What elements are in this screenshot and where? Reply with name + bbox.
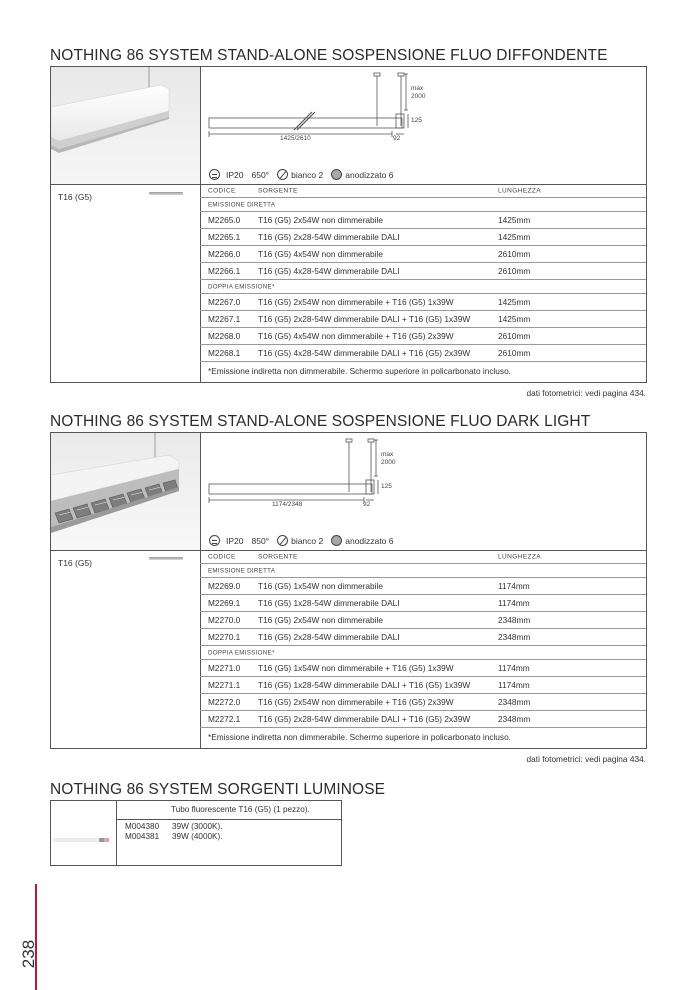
group-header [200,280,646,294]
group-label: DOPPIA EMISSIONE* [208,283,275,290]
cell-length: 2610mm [498,249,531,259]
group-label: EMISSIONE DIRETTA [208,201,276,208]
table-header [200,184,646,198]
cell-source: T16 (G5) 2x28-54W dimmerabile DALI + T16 (G5) 2x39W [258,714,471,724]
cell-length: 1425mm [498,232,531,242]
note-text: *Emissione indiretta non dimmerabile. Schermo superiore in policarbonato incluso. [208,366,511,376]
table-row [200,629,646,646]
cell-length: 2348mm [498,697,531,707]
page-number: 238 [19,939,38,969]
cell-length: 1425mm [498,297,531,307]
photometric-footnote: dati fotometrici: vedi pagina 434. [526,388,646,398]
t16-tube-icon [149,557,183,560]
cell-length: 1174mm [498,663,530,673]
table-row [200,677,646,694]
header-code: CODICE [208,553,236,560]
section-title: NOTHING 86 SYSTEM STAND-ALONE SOSPENSIONE FLUO DARK LIGHT [50,413,591,430]
cell-source: T16 (G5) 1x28-54W dimmerabile DALI + T16 (G5) 1x39W [258,680,471,690]
cell-source: T16 (G5) 4x28-54W dimmerabile DALI + T16 (G5) 2x39W [258,348,471,358]
table-row [200,294,646,311]
drawing-max-label: max [411,85,424,92]
cell-source: T16 (G5) 1x28-54W dimmerabile DALI [258,598,400,608]
fluorescent-tube-icon [53,831,111,839]
group-label: DOPPIA EMISSIONE* [208,649,275,656]
cell-source: T16 (G5) 2x28-54W dimmerabile DALI [258,632,400,642]
group-label: EMISSIONE DIRETTA [208,567,276,574]
table-row [200,711,646,728]
cell-code: M2270.0 [208,615,241,625]
cell-code: M2268.0 [208,331,241,341]
finish-anodized-label: anodizzato 6 [345,535,394,546]
cell-code: M2272.0 [208,697,241,707]
drawing-length-label: 1425/2610 [280,135,311,142]
cell-length: 2348mm [498,615,531,625]
product-card [50,432,647,749]
drawing-max-value: 2000 [411,93,426,100]
cell-code: M2271.0 [208,663,241,673]
cell-code: M2269.1 [208,598,241,608]
cell-code: M2265.1 [208,232,241,242]
cell-source: T16 (G5) 2x28-54W dimmerabile DALI + T16 (G5) 1x39W [258,314,471,324]
cell-length: 1174mm [498,680,530,690]
lamp-type-label: T16 (G5) [58,192,93,202]
cell-source: T16 (G5) 2x54W non dimmerabile + T16 (G5) 2x39W [258,697,454,707]
cell-code: M2267.1 [208,314,241,324]
source-code: M004380 [125,822,160,831]
cell-source: T16 (G5) 2x54W non dimmerabile + T16 (G5) 1x39W [258,297,454,307]
cell-code: M2268.1 [208,348,241,358]
table-header [200,550,646,564]
cell-code: M2271.1 [208,680,241,690]
cell-length: 2610mm [498,348,531,358]
drawing-max-label: max [381,451,394,458]
cell-code: M2266.0 [208,249,241,259]
ground-symbol-icon [209,169,220,180]
cell-code: M2267.0 [208,297,241,307]
white-finish-icon [277,535,288,546]
cell-code: M2270.1 [208,632,241,642]
cell-length: 1174mm [498,581,530,591]
t16-tube-icon [149,192,183,195]
cell-length: 2610mm [498,331,531,341]
photometric-footnote: dati fotometrici: vedi pagina 434. [526,754,646,764]
lamp-type-label: T16 (G5) [58,558,93,568]
header-length: LUNGHEZZA [498,187,541,194]
white-finish-icon [277,169,288,180]
source-desc: 39W (3000K). [172,822,223,831]
section-title: NOTHING 86 SYSTEM SORGENTI LUMINOSE [50,781,386,798]
table-row [200,328,646,345]
group-header [200,198,646,212]
header-length: LUNGHEZZA [498,553,541,560]
table-row [200,212,646,229]
technical-drawing [206,70,506,150]
section-title: NOTHING 86 SYSTEM STAND-ALONE SOSPENSIONE FLUO DIFFONDENTE [50,47,608,64]
table-note [200,362,646,380]
anodized-finish-icon [331,535,342,546]
table-note [200,728,646,746]
cell-length: 2348mm [498,714,531,724]
cell-length: 1425mm [498,215,531,225]
cell-length: 1174mm [498,598,530,608]
cell-source: T16 (G5) 2x54W non dimmerabile [258,215,383,225]
cell-code: M2272.1 [208,714,241,724]
header-code: CODICE [208,187,236,194]
ground-symbol-icon [209,535,220,546]
anodized-finish-icon [331,169,342,180]
cell-source: T16 (G5) 1x54W non dimmerabile [258,581,383,591]
group-header [200,646,646,660]
table-row [200,246,646,263]
product-photo [51,433,200,550]
drawing-width-label: 92 [393,135,401,142]
drawing-height-label: 125 [411,117,422,124]
finish-white-label: bianco 2 [291,535,324,546]
cell-source: T16 (G5) 2x54W non dimmerabile [258,615,383,625]
table-row [200,694,646,711]
drawing-max-value: 2000 [381,459,396,466]
light-source-card [50,800,342,866]
note-text: *Emissione indiretta non dimmerabile. Schermo superiore in policarbonato incluso. [208,732,511,742]
cell-code: M2265.0 [208,215,241,225]
table-row [200,660,646,677]
table-row [200,263,646,280]
ip-rating: IP20 [226,169,244,180]
glow-wire-temp: 850° [251,535,270,546]
cell-code: M2269.0 [208,581,241,591]
ip-rating: IP20 [226,535,244,546]
technical-drawing [206,436,506,516]
drawing-length-label: 1174/2348 [272,501,303,508]
cell-source: T16 (G5) 1x54W non dimmerabile + T16 (G5) 1x39W [258,663,454,673]
cell-length: 1425mm [498,314,531,324]
table-row [200,612,646,629]
drawing-width-label: 92 [363,501,371,508]
group-header [200,564,646,578]
table-row [200,229,646,246]
source-header: Tubo fluorescente T16 (G5) (1 pezzo). [171,805,310,814]
table-row [200,345,646,362]
product-table [200,550,646,746]
table-row [200,311,646,328]
source-desc: 39W (4000K). [172,832,223,841]
cell-source: T16 (G5) 4x54W non dimmerabile [258,249,383,259]
finish-white-label: bianco 2 [291,169,324,180]
cell-source: T16 (G5) 2x28-54W dimmerabile DALI [258,232,400,242]
source-code: M004381 [125,832,160,841]
glow-wire-temp: 650° [251,169,270,180]
header-source: SORGENTE [258,187,298,194]
product-card [50,66,647,383]
drawing-height-label: 125 [381,483,392,490]
table-row [200,578,646,595]
product-attributes [209,169,393,180]
table-row [200,595,646,612]
cell-length: 2610mm [498,266,531,276]
product-photo [51,67,200,184]
cell-source: T16 (G5) 4x54W non dimmerabile + T16 (G5) 2x39W [258,331,454,341]
cell-code: M2266.1 [208,266,241,276]
cell-length: 2348mm [498,632,531,642]
product-attributes [209,535,393,546]
header-source: SORGENTE [258,553,298,560]
finish-anodized-label: anodizzato 6 [345,169,394,180]
cell-source: T16 (G5) 4x28-54W dimmerabile DALI [258,266,400,276]
product-table [200,184,646,380]
